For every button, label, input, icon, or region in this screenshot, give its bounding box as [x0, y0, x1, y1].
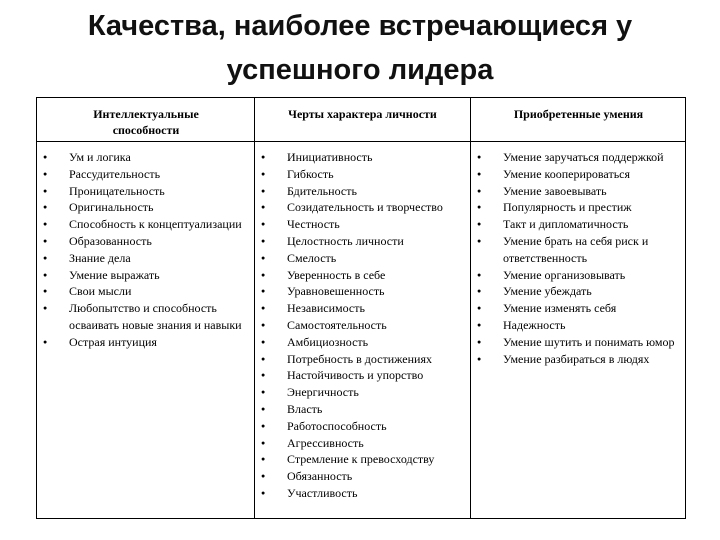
list-acquired-skills — [471, 149, 684, 367]
list-item: ● Свои мысли — [37, 283, 252, 300]
list-item: ● Ум и логика — [37, 149, 252, 166]
list-item: ● Потребность в достижениях — [255, 351, 468, 368]
list-item: ● Честность — [255, 216, 468, 233]
list-item: ● Такт и дипломатичность — [471, 216, 684, 233]
list-item: ● Оригинальность — [37, 199, 252, 216]
list-item: ● Уравновешенность — [255, 283, 468, 300]
list-item: ● Любопытство и способность осваивать новые знания и навыки — [37, 300, 252, 334]
list-item: ● Энергичность — [255, 384, 468, 401]
list-item: ● Независимость — [255, 300, 468, 317]
list-item: ● Обязанность — [255, 468, 468, 485]
list-intellectual-abilities — [37, 149, 252, 351]
list-item: ● Острая интуиция — [37, 334, 252, 351]
slide-title-line-2: успешного лидера — [226, 54, 494, 86]
list-item: ● Способность к концептуализации — [37, 216, 252, 233]
list-item: ● Образованность — [37, 233, 252, 250]
header-intellectual-abilities: Интеллектуальные способности — [93, 107, 199, 137]
list-item: ● Бдительность — [255, 183, 468, 200]
list-item: ● Целостность личности — [255, 233, 468, 250]
list-item: ● Популярность и престиж — [471, 199, 684, 216]
list-item: ● Самостоятельность — [255, 317, 468, 334]
list-item: ● Агрессивность — [255, 435, 468, 452]
list-item: ● Умение шутить и понимать юмор — [471, 334, 684, 351]
list-item: ● Умение завоевывать — [471, 183, 684, 200]
header-divider — [37, 141, 685, 142]
list-character-traits — [255, 149, 468, 502]
list-item: ● Умение брать на себя риск и ответственность — [471, 233, 684, 267]
list-item: ● Проницательность — [37, 183, 252, 200]
list-item: ● Умение кооперироваться — [471, 166, 684, 183]
header-acquired-skills: Приобретенные умения — [513, 107, 644, 121]
list-item: ● Умение изменять себя — [471, 300, 684, 317]
list-item: ● Знание дела — [37, 250, 252, 267]
list-item: ● Уверенность в себе — [255, 267, 468, 284]
list-item: ● Работоспособность — [255, 418, 468, 435]
list-item: ● Умение разбираться в людях — [471, 351, 684, 368]
list-item: ● Смелость — [255, 250, 468, 267]
list-item: ● Умение выражать — [37, 267, 252, 284]
list-item: ● Стремление к превосходству — [255, 451, 468, 468]
list-item: ● Рассудительность — [37, 166, 252, 183]
list-item: ● Настойчивость и упорство — [255, 367, 468, 384]
header-character-traits: Черты характера личности — [288, 107, 437, 121]
qualities-table — [36, 97, 686, 519]
list-item: ● Надежность — [471, 317, 684, 334]
slide-title-line-1: Качества, наиболее встречающиеся у — [87, 10, 633, 42]
list-item: ● Инициативность — [255, 149, 468, 166]
list-item: ● Умение убеждать — [471, 283, 684, 300]
list-item: ● Амбициозность — [255, 334, 468, 351]
list-item: ● Созидательность и творчество — [255, 199, 468, 216]
list-item: ● Гибкость — [255, 166, 468, 183]
list-item: ● Власть — [255, 401, 468, 418]
list-item: ● Умение организовывать — [471, 267, 684, 284]
list-item: ● Умение заручаться поддержкой — [471, 149, 684, 166]
list-item: ● Участливость — [255, 485, 468, 502]
